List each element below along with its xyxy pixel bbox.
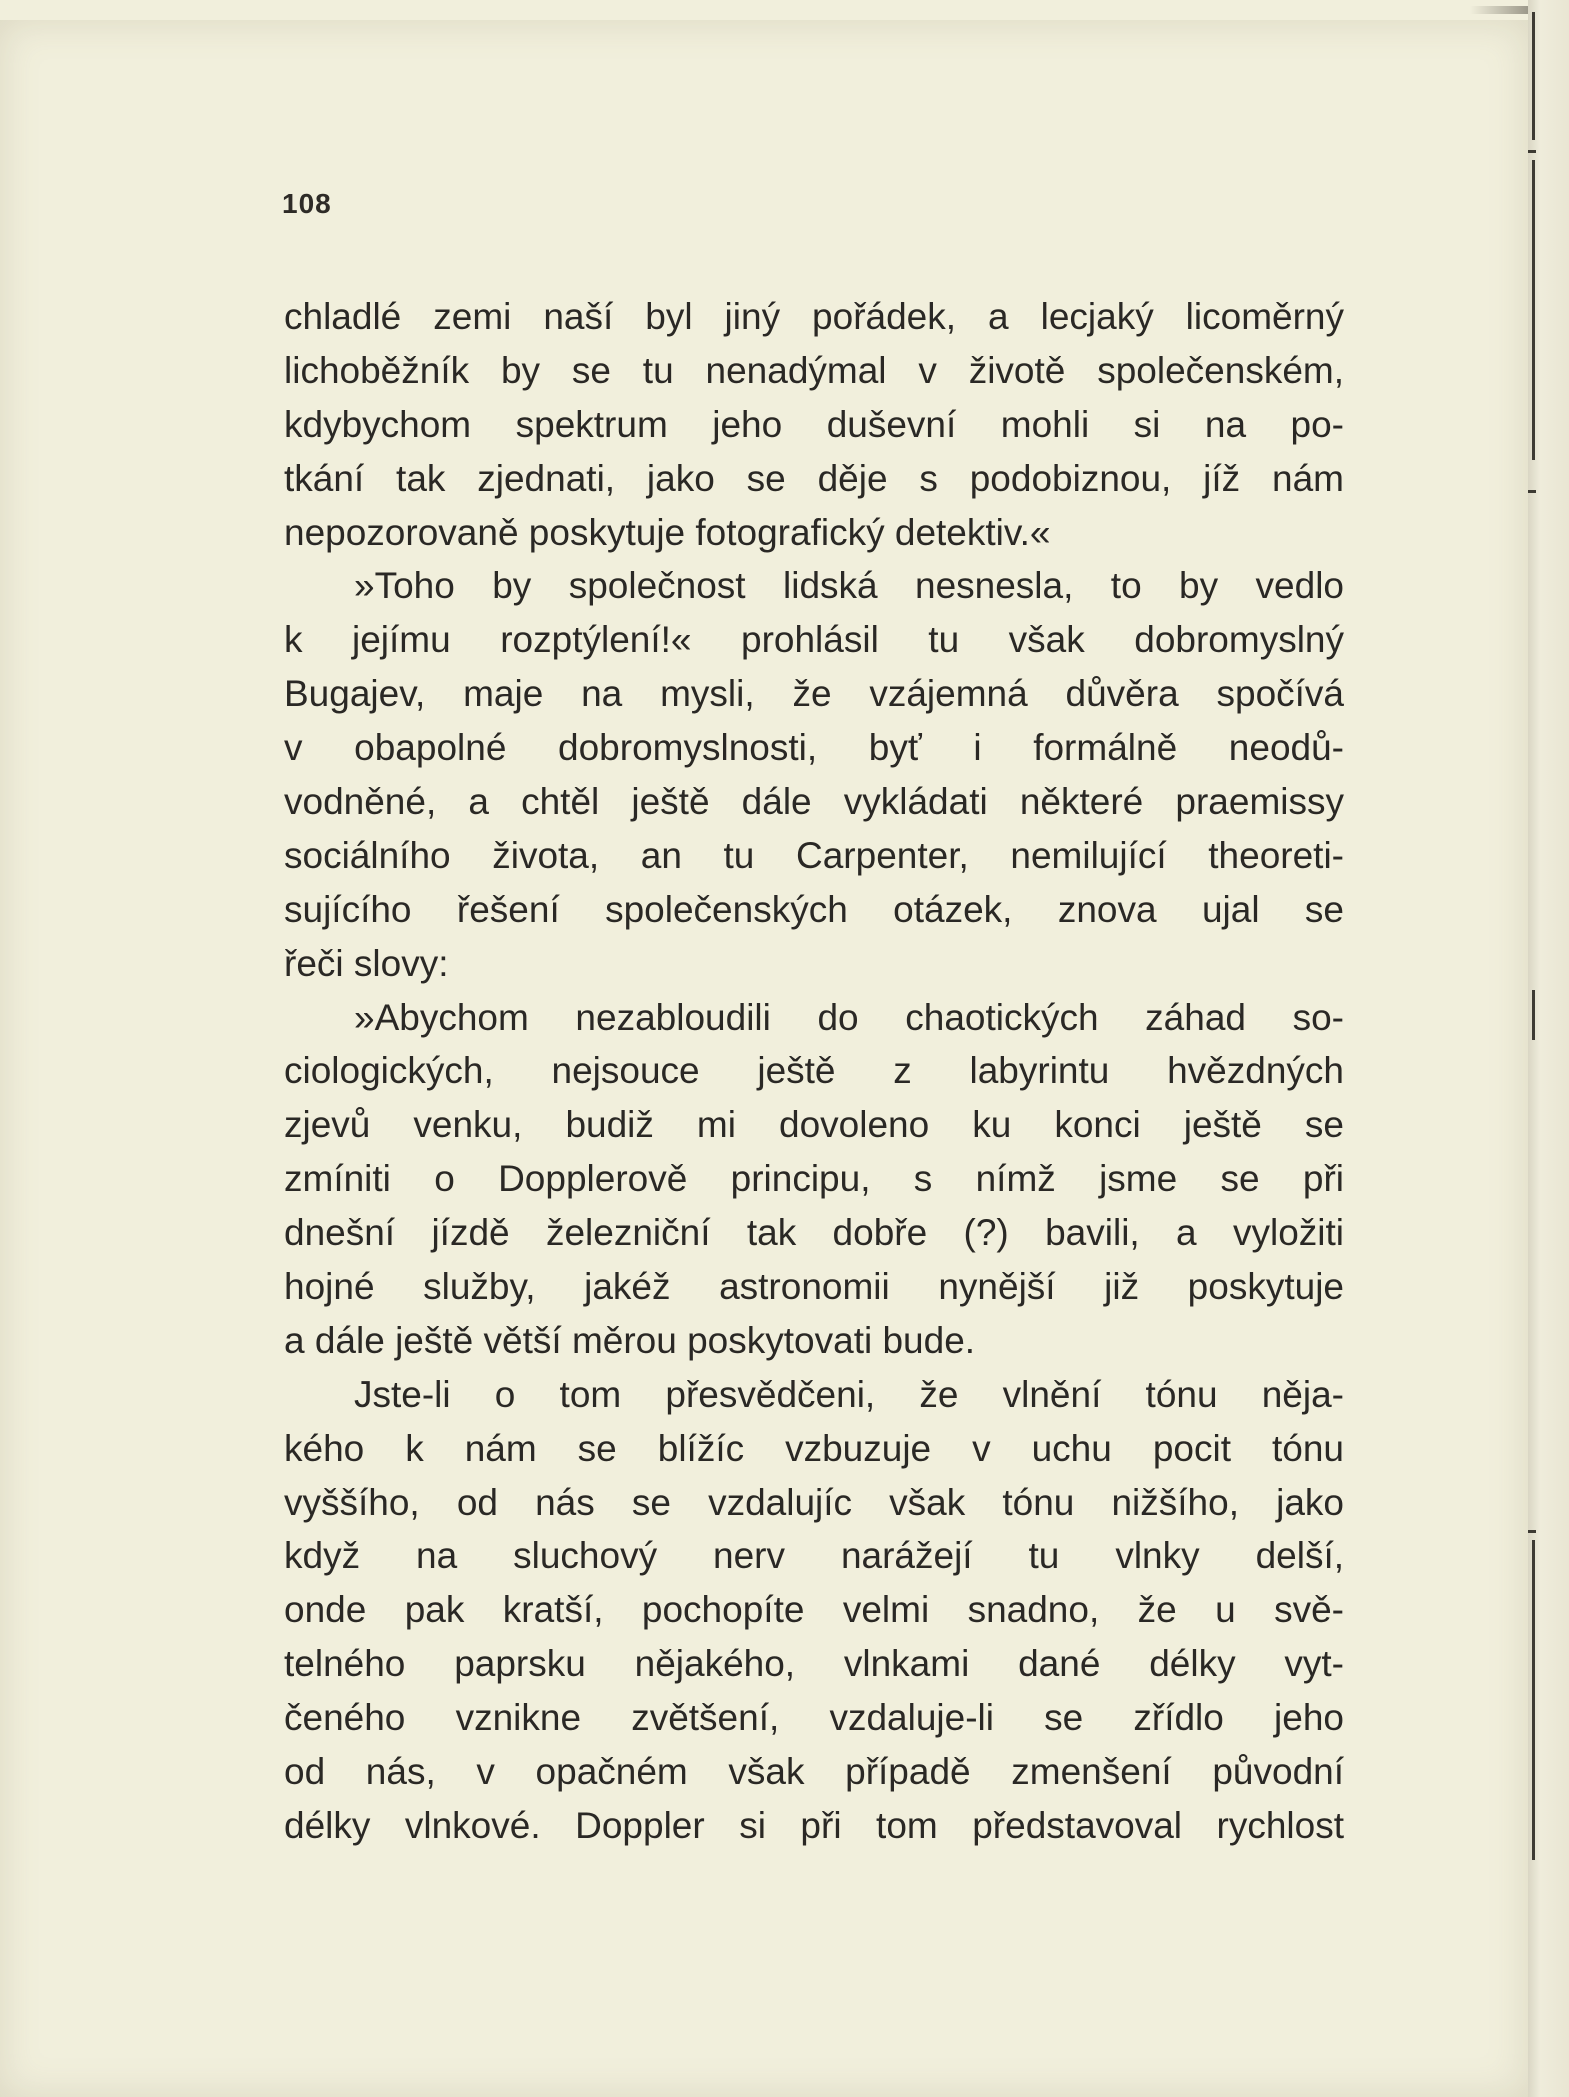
text-line: čeného vznikne zvětšení, vzdaluje-li se zřídlo jeho xyxy=(284,1697,1344,1739)
text-line: telného paprsku nějakého, vlnkami dané délky vyt- xyxy=(284,1643,1344,1685)
text-line: »Toho by společnost lidská nesnesla, to by vedlo xyxy=(354,565,1344,607)
page-edge xyxy=(1528,0,1569,2097)
text-line: délky vlnkové. Doppler si při tom představoval rychlost xyxy=(284,1804,1344,1846)
text-line: k jejímu rozptýlení!« prohlásil tu však dobromyslný xyxy=(284,619,1344,661)
text-line: v obapolné dobromyslnosti, byť i formálně neodů- xyxy=(284,727,1344,769)
text-line: když na sluchový nerv narážejí tu vlnky delší, xyxy=(284,1535,1344,1577)
edge-rule xyxy=(1532,12,1535,140)
text-line: zmíniti o Dopplerově principu, s nímž jsme se při xyxy=(284,1158,1344,1200)
text-line: chladlé zemi naší byl jiný pořádek, a lecjaký licoměrný xyxy=(284,296,1344,337)
text-line: lichoběžník by se tu nenadýmal v životě společenském, xyxy=(284,349,1344,391)
text-line: hojné služby, jakéž astronomii nynější již poskytuje xyxy=(284,1266,1344,1308)
text-line: kdybychom spektrum jeho duševní mohli si na po- xyxy=(284,403,1344,445)
book-page xyxy=(0,20,1528,2097)
body-text xyxy=(284,290,1344,1853)
text-line: sociálního života, an tu Carpenter, nemilující theoreti- xyxy=(284,834,1344,876)
text-line: a dále ještě větší měrou poskytovati bude. xyxy=(284,1319,976,1361)
text-line: od nás, v opačném však případě zmenšení původní xyxy=(284,1751,1344,1793)
text-line: vodněné, a chtěl ještě dále vykládati některé praemissy xyxy=(284,781,1344,823)
text-line: onde pak kratší, pochopíte velmi snadno, že u svě- xyxy=(284,1589,1344,1631)
text-line: »Abychom nezabloudili do chaotických záhad so- xyxy=(354,996,1344,1038)
text-line: kého k nám se blížíc vzbuzuje v uchu pocit tónu xyxy=(284,1427,1344,1469)
edge-mark xyxy=(1528,150,1536,153)
text-line: dnešní jízdě železniční tak dobře (?) bavili, a vyložiti xyxy=(284,1212,1344,1254)
page-top-border xyxy=(0,0,1569,20)
text-line: nepozorovaně poskytuje fotografický detektiv.« xyxy=(284,511,1051,553)
text-line: zjevů venku, budiž mi dovoleno ku konci ještě se xyxy=(284,1104,1344,1146)
text-line: vyššího, od nás se vzdalujíc však tónu nižšího, jako xyxy=(284,1481,1344,1523)
text-line: tkání tak zjednati, jako se děje s podobiznou, jíž nám xyxy=(284,457,1344,499)
edge-mark xyxy=(1528,1530,1536,1533)
edge-rule xyxy=(1532,1540,1535,1860)
text-line: Jste-li o tom přesvědčeni, že vlnění tónu něja- xyxy=(354,1373,1344,1415)
edge-mark xyxy=(1528,490,1536,493)
text-line: řeči slovy: xyxy=(284,942,449,984)
text-line: sujícího řešení společenských otázek, znova ujal se xyxy=(284,888,1344,930)
text-line: ciologických, nejsouce ještě z labyrintu hvězdných xyxy=(284,1050,1344,1092)
page-number: 108 xyxy=(282,188,332,219)
edge-rule xyxy=(1532,160,1535,460)
edge-rule xyxy=(1532,990,1535,1040)
text-line: Bugajev, maje na mysli, že vzájemná důvěra spočívá xyxy=(284,673,1344,715)
